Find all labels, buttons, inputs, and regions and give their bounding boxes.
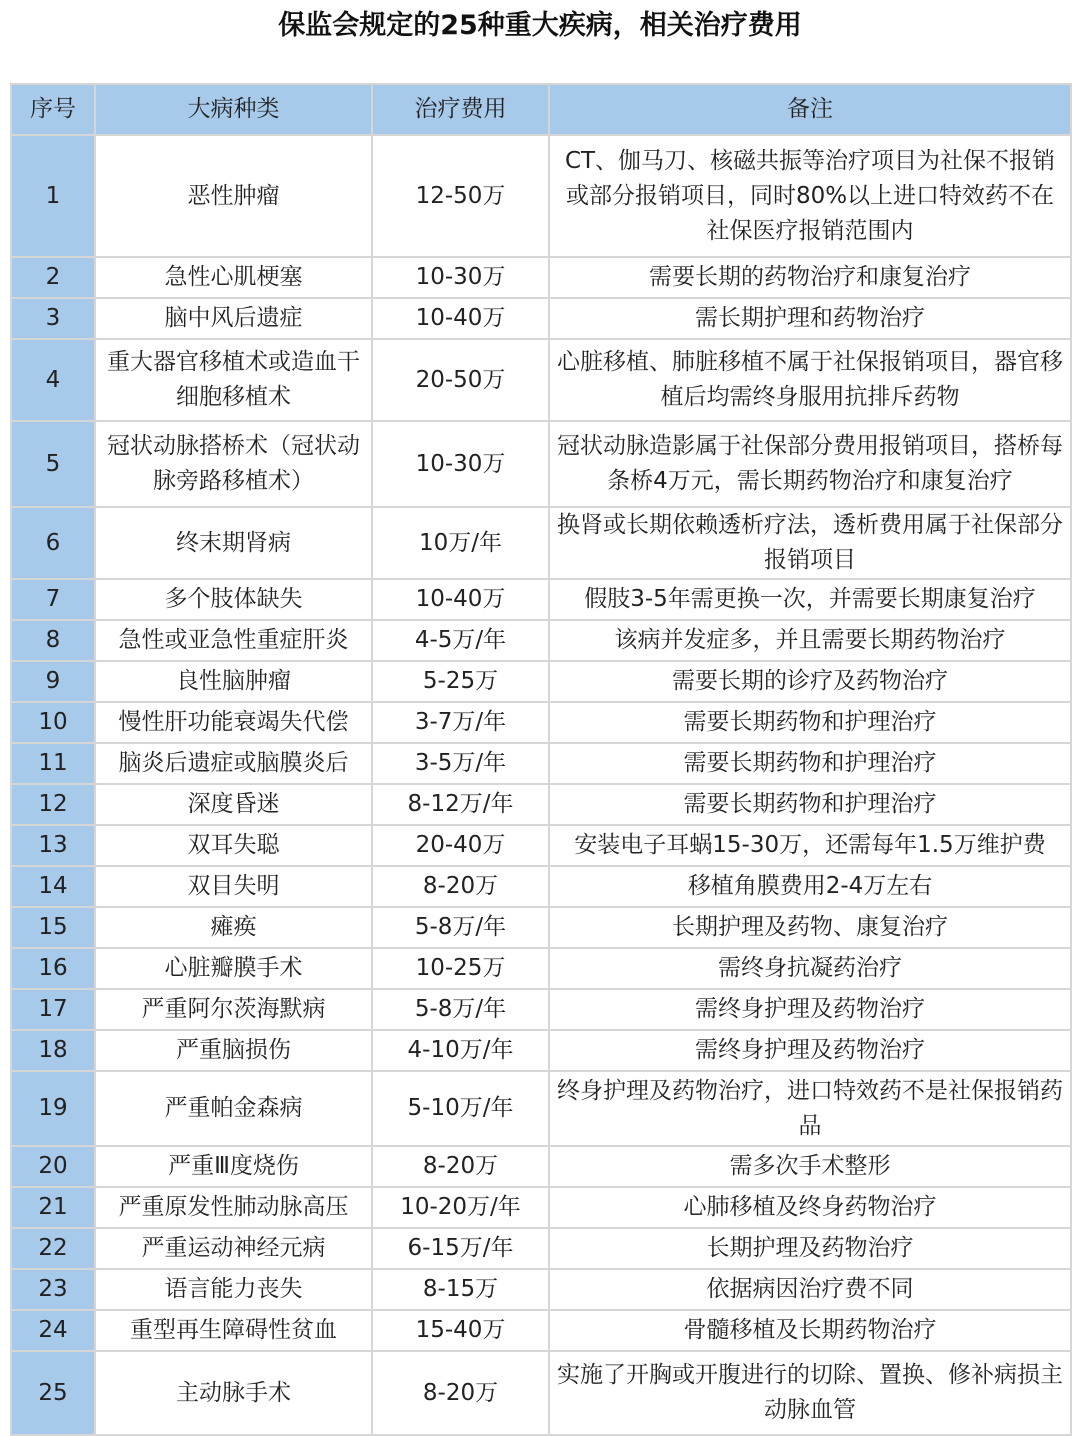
table-row (11, 661, 1071, 702)
remark: 换肾或长期依赖透析疗法，透析费用属于社保部分报销项目 (549, 507, 1071, 579)
table-row (11, 784, 1071, 825)
disease-name: 冠状动脉搭桥术（冠状动脉旁路移植术） (95, 421, 372, 507)
disease-name: 严重阿尔茨海默病 (95, 989, 372, 1030)
remark: 心肺移植及终身药物治疗 (549, 1187, 1071, 1228)
treatment-cost: 8-20万 (372, 1351, 549, 1435)
table-row (11, 620, 1071, 661)
treatment-cost: 10-40万 (372, 579, 549, 620)
remark: 假肢3-5年需更换一次，并需要长期康复治疗 (549, 579, 1071, 620)
disease-name: 严重原发性肺动脉高压 (95, 1187, 372, 1228)
row-number: 25 (11, 1351, 95, 1435)
treatment-cost: 8-20万 (372, 1146, 549, 1187)
remark: 冠状动脉造影属于社保部分费用报销项目，搭桥每条桥4万元，需长期药物治疗和康复治疗 (549, 421, 1071, 507)
table-row (11, 1071, 1071, 1146)
column-header-disease: 大病种类 (95, 84, 372, 135)
row-number: 13 (11, 825, 95, 866)
row-number: 17 (11, 989, 95, 1030)
treatment-cost: 20-50万 (372, 339, 549, 421)
treatment-cost: 3-5万/年 (372, 743, 549, 784)
remark: 需终身抗凝药治疗 (549, 948, 1071, 989)
remark: 需多次手术整形 (549, 1146, 1071, 1187)
table-row (11, 421, 1071, 507)
table-row (11, 825, 1071, 866)
disease-name: 深度昏迷 (95, 784, 372, 825)
remark: 该病并发症多，并且需要长期药物治疗 (549, 620, 1071, 661)
table-row (11, 339, 1071, 421)
disease-name: 重大器官移植术或造血干细胞移植术 (95, 339, 372, 421)
table-row (11, 257, 1071, 298)
table-row (11, 1030, 1071, 1071)
treatment-cost: 3-7万/年 (372, 702, 549, 743)
row-number: 14 (11, 866, 95, 907)
remark: 需要长期的诊疗及药物治疗 (549, 661, 1071, 702)
remark: 骨髓移植及长期药物治疗 (549, 1310, 1071, 1351)
row-number: 24 (11, 1310, 95, 1351)
disease-name: 主动脉手术 (95, 1351, 372, 1435)
disease-name: 双耳失聪 (95, 825, 372, 866)
row-number: 16 (11, 948, 95, 989)
table-row (11, 1146, 1071, 1187)
row-number: 4 (11, 339, 95, 421)
row-number: 21 (11, 1187, 95, 1228)
table-row (11, 298, 1071, 339)
remark: 需要长期药物和护理治疗 (549, 702, 1071, 743)
treatment-cost: 20-40万 (372, 825, 549, 866)
treatment-cost: 5-8万/年 (372, 989, 549, 1030)
disease-name: 语言能力丧失 (95, 1269, 372, 1310)
disease-cost-table (10, 83, 1070, 1425)
disease-name: 严重帕金森病 (95, 1071, 372, 1146)
row-number: 20 (11, 1146, 95, 1187)
table-row (11, 579, 1071, 620)
remark: 需要长期药物和护理治疗 (549, 784, 1071, 825)
table-row (11, 507, 1071, 579)
treatment-cost: 15-40万 (372, 1310, 549, 1351)
remark: 依据病因治疗费不同 (549, 1269, 1071, 1310)
treatment-cost: 5-25万 (372, 661, 549, 702)
table-row (11, 1187, 1071, 1228)
remark: 心脏移植、肺脏移植不属于社保报销项目，器官移植后均需终身服用抗排斥药物 (549, 339, 1071, 421)
disease-name: 双目失明 (95, 866, 372, 907)
table-header-row (11, 84, 1071, 135)
disease-name: 慢性肝功能衰竭失代偿 (95, 702, 372, 743)
disease-name: 终末期肾病 (95, 507, 372, 579)
treatment-cost: 5-10万/年 (372, 1071, 549, 1146)
column-header-cost: 治疗费用 (372, 84, 549, 135)
disease-name: 良性脑肿瘤 (95, 661, 372, 702)
remark: 长期护理及药物治疗 (549, 1228, 1071, 1269)
row-number: 19 (11, 1071, 95, 1146)
disease-name: 脑中风后遗症 (95, 298, 372, 339)
table-row (11, 702, 1071, 743)
row-number: 22 (11, 1228, 95, 1269)
remark: 需要长期药物和护理治疗 (549, 743, 1071, 784)
treatment-cost: 10-20万/年 (372, 1187, 549, 1228)
treatment-cost: 6-15万/年 (372, 1228, 549, 1269)
remark: 实施了开胸或开腹进行的切除、置换、修补病损主动脉血管 (549, 1351, 1071, 1435)
row-number: 8 (11, 620, 95, 661)
disease-name: 严重运动神经元病 (95, 1228, 372, 1269)
table-row (11, 1310, 1071, 1351)
remark: 移植角膜费用2-4万左右 (549, 866, 1071, 907)
treatment-cost: 5-8万/年 (372, 907, 549, 948)
remark: 安装电子耳蜗15-30万，还需每年1.5万维护费 (549, 825, 1071, 866)
disease-name: 脑炎后遗症或脑膜炎后 (95, 743, 372, 784)
remark: 需要长期的药物治疗和康复治疗 (549, 257, 1071, 298)
row-number: 1 (11, 135, 95, 257)
row-number: 5 (11, 421, 95, 507)
row-number: 15 (11, 907, 95, 948)
row-number: 3 (11, 298, 95, 339)
remark: CT、伽马刀、核磁共振等治疗项目为社保不报销或部分报销项目，同时80%以上进口特效药不在社保医疗报销范围内 (549, 135, 1071, 257)
row-number: 9 (11, 661, 95, 702)
disease-name: 严重Ⅲ度烧伤 (95, 1146, 372, 1187)
table-row (11, 948, 1071, 989)
row-number: 10 (11, 702, 95, 743)
row-number: 7 (11, 579, 95, 620)
page-title: 保监会规定的25种重大疾病，相关治疗费用 (278, 10, 802, 41)
row-number: 18 (11, 1030, 95, 1071)
treatment-cost: 10-30万 (372, 257, 549, 298)
treatment-cost: 10-25万 (372, 948, 549, 989)
treatment-cost: 4-5万/年 (372, 620, 549, 661)
table-row (11, 135, 1071, 257)
treatment-cost: 10-30万 (372, 421, 549, 507)
treatment-cost: 8-20万 (372, 866, 549, 907)
treatment-cost: 10万/年 (372, 507, 549, 579)
remark: 需长期护理和药物治疗 (549, 298, 1071, 339)
row-number: 6 (11, 507, 95, 579)
row-number: 11 (11, 743, 95, 784)
disease-name: 重型再生障碍性贫血 (95, 1310, 372, 1351)
disease-name: 急性或亚急性重症肝炎 (95, 620, 372, 661)
treatment-cost: 10-40万 (372, 298, 549, 339)
row-number: 12 (11, 784, 95, 825)
row-number: 23 (11, 1269, 95, 1310)
table-row (11, 1351, 1071, 1435)
column-header-note: 备注 (549, 84, 1071, 135)
table-row (11, 866, 1071, 907)
table-row (11, 743, 1071, 784)
treatment-cost: 8-12万/年 (372, 784, 549, 825)
treatment-cost: 12-50万 (372, 135, 549, 257)
disease-name: 急性心肌梗塞 (95, 257, 372, 298)
table-row (11, 907, 1071, 948)
table-row (11, 1269, 1071, 1310)
row-number: 2 (11, 257, 95, 298)
remark: 终身护理及药物治疗，进口特效药不是社保报销药品 (549, 1071, 1071, 1146)
disease-name: 严重脑损伤 (95, 1030, 372, 1071)
remark: 需终身护理及药物治疗 (549, 1030, 1071, 1071)
remark: 需终身护理及药物治疗 (549, 989, 1071, 1030)
table-row (11, 989, 1071, 1030)
disease-name: 多个肢体缺失 (95, 579, 372, 620)
table-row (11, 1228, 1071, 1269)
treatment-cost: 8-15万 (372, 1269, 549, 1310)
disease-name: 恶性肿瘤 (95, 135, 372, 257)
remark: 长期护理及药物、康复治疗 (549, 907, 1071, 948)
column-header-number: 序号 (11, 84, 95, 135)
disease-name: 瘫痪 (95, 907, 372, 948)
treatment-cost: 4-10万/年 (372, 1030, 549, 1071)
disease-name: 心脏瓣膜手术 (95, 948, 372, 989)
